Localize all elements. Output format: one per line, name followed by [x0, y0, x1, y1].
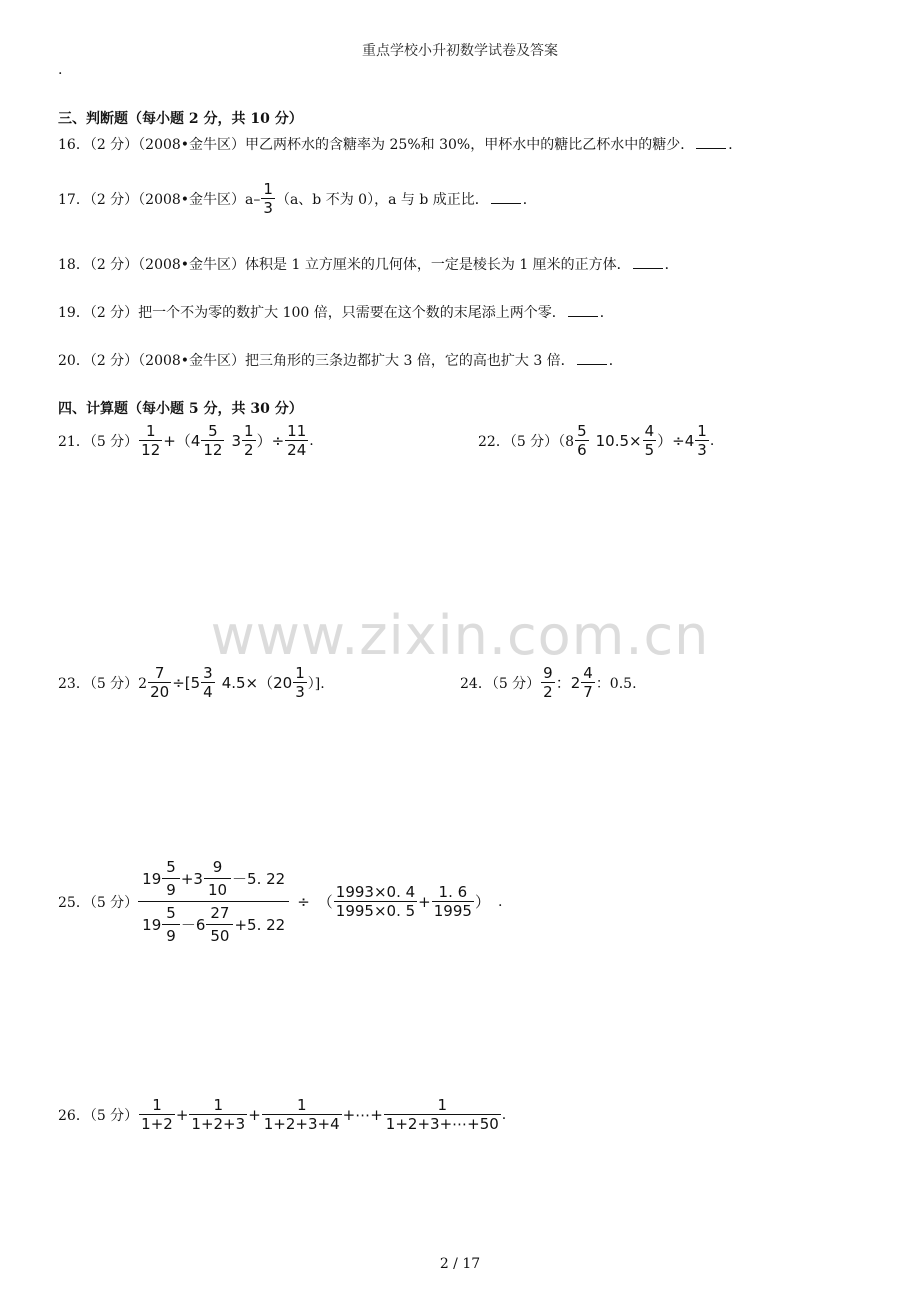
q17-post: （a、b 不为 0），a 与 b 成正比． — [275, 191, 489, 208]
question-22: 22．（5 分）（8 $\frac{5}{6}$ 10.5× $\frac{4}{5}$ ）÷4 $\frac{1}{3}$ . — [478, 422, 715, 459]
complex-fraction: 19 $\frac{5}{9}$ +3 $\frac{9}{10}$ －5. 22 19 $\frac{5}{9}$ －6 $\frac{27}{50}$ +5. 22 — [138, 858, 289, 945]
answer-blank — [696, 138, 726, 149]
fraction: $\frac{7}{20}$ — [150, 664, 170, 701]
section-3-heading: 三、判断题（每小题 2 分，共 10 分） — [58, 111, 303, 127]
q20-text: 20．（2 分）（2008•金牛区）把三角形的三条边都扩大 3 倍，它的高也扩大 3 倍． — [58, 353, 575, 369]
question-25: 25．（5 分） 19 $\frac{5}{9}$ +3 $\frac{9}{10}$ －5. 22 19 $\frac{5}{9}$ －6 $\frac{27}{50}$ +5. 22 ÷ （ $\frac{1993\times 0. 4}{1995\times 0. 5}$ + $\frac{1. 6}{1995}$ ） . — [58, 858, 503, 945]
question-17: 17．（2 分）（2008•金牛区）a– $\frac{1}{3}$ （a、b 不为 0），a 与 b 成正比． ． — [58, 180, 537, 217]
fraction: $\frac{5}{6}$ — [577, 422, 587, 459]
fraction: $\frac{3}{4}$ — [203, 664, 213, 701]
answer-blank — [491, 193, 521, 204]
answer-blank — [568, 306, 598, 317]
fraction: $\frac{1}{1+2}$ — [141, 1096, 173, 1133]
fraction: $\frac{1}{2}$ — [244, 422, 254, 459]
q19-text: 19．（2 分）把一个不为零的数扩大 100 倍，只需要在这个数的末尾添上两个零． — [58, 305, 566, 321]
page-header: 重点学校小升初数学试卷及答案 — [362, 43, 558, 59]
question-18: 18．（2 分）（2008•金牛区）体积是 1 立方厘米的几何体，一定是棱长为 1 厘米的正方体． ． — [58, 257, 679, 273]
question-16: 16．（2 分）（2008•金牛区）甲乙两杯水的含糖率为 25%和 30%，甲杯水中的糖比乙杯水中的糖少． ． — [58, 137, 743, 153]
fraction: $\frac{1}{1+2+3}$ — [191, 1096, 246, 1133]
leading-dot: . — [58, 62, 63, 78]
watermark: www.zixin.com.cn — [210, 604, 710, 667]
question-23: 23．（5 分）2 $\frac{7}{20}$ ÷[5 $\frac{3}{4}$ 4.5×（20 $\frac{1}{3}$ ）]. — [58, 664, 325, 701]
question-21: 21．（5 分） $\frac{1}{12}$ +（4 $\frac{5}{12}$ 3 $\frac{1}{2}$ ）÷ $\frac{11}{24}$ . — [58, 422, 314, 459]
answer-blank — [633, 258, 663, 269]
page-number: 2 / 17 — [439, 1256, 481, 1272]
fraction: $\frac{9}{2}$ — [543, 664, 553, 701]
fraction: $\frac{1}{1+2+3+4}$ — [263, 1096, 340, 1133]
fraction: $\frac{1993\times 0. 4}{1995\times 0. 5}$ — [335, 883, 416, 920]
question-20: 20．（2 分）（2008•金牛区）把三角形的三条边都扩大 3 倍，它的高也扩大 3 倍． ． — [58, 353, 623, 369]
q18-text: 18．（2 分）（2008•金牛区）体积是 1 立方厘米的几何体，一定是棱长为 1 厘米的正方体． — [58, 257, 631, 273]
fraction: $\frac{4}{7}$ — [583, 664, 593, 701]
fraction: $\frac{1}{12}$ — [141, 422, 161, 459]
q17-pre: 17．（2 分）（2008•金牛区）a– — [58, 191, 261, 208]
answer-blank — [577, 354, 607, 365]
q16-text: 16．（2 分）（2008•金牛区）甲乙两杯水的含糖率为 25%和 30%，甲杯水中的糖比乙杯水中的糖少． — [58, 137, 695, 153]
question-24: 24．（5 分） $\frac{9}{2}$ ：2 $\frac{4}{7}$ ：0.5. — [460, 664, 637, 701]
fraction: $\frac{1}{1+2+3+\cdots+50}$ — [385, 1096, 499, 1133]
section-4-heading: 四、计算题（每小题 5 分，共 30 分） — [58, 401, 303, 417]
fraction: $\frac{1}{3}$ — [295, 664, 305, 701]
fraction: $\frac{1}{3}$ — [697, 422, 707, 459]
fraction: $\frac{11}{24}$ — [287, 422, 307, 459]
fraction: $\frac{4}{5}$ — [644, 422, 655, 459]
fraction: $\frac{1. 6}{1995}$ — [433, 883, 472, 920]
fraction: $\frac{1}{3}$ — [263, 180, 273, 217]
question-19: 19．（2 分）把一个不为零的数扩大 100 倍，只需要在这个数的末尾添上两个零． ． — [58, 305, 614, 321]
question-26: 26．（5 分） $\frac{1}{1+2}$ + $\frac{1}{1+2+3}$ + $\frac{1}{1+2+3+4}$ +⋯+ $\frac{1}{1+2+3+\cdots+50}$ . — [58, 1096, 507, 1133]
fraction: $\frac{5}{12}$ — [203, 422, 223, 459]
